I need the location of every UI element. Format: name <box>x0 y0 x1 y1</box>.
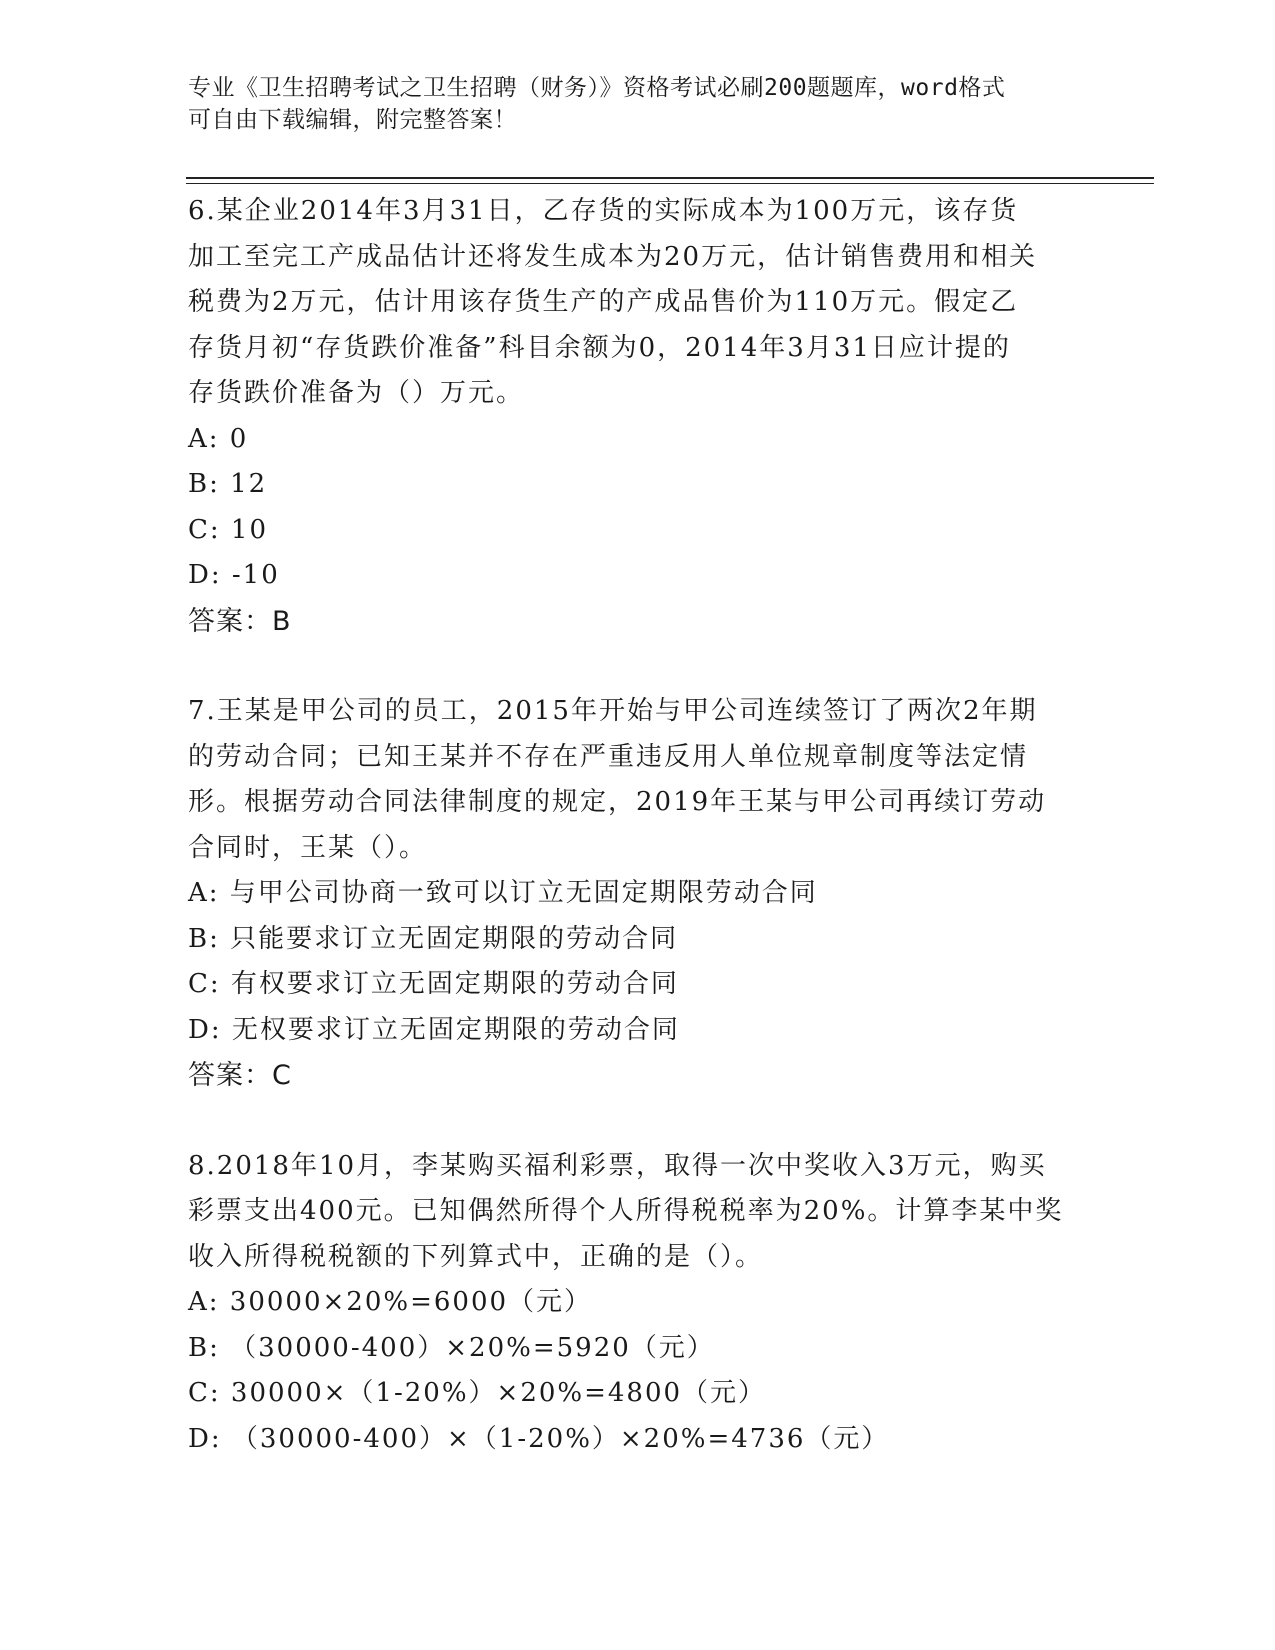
option-d: D: -10 <box>188 560 280 590</box>
question-stem-line: 6.某企业2014年3月31日，乙存货的实际成本为100万元，该存货 <box>188 196 1019 226</box>
document-header <box>188 72 1068 136</box>
question-stem-line: 收入所得税税额的下列算式中，正确的是（）。 <box>188 1241 764 1272</box>
question-stem-line: 存货跌价准备为（）万元。 <box>188 378 525 408</box>
question-stem-line: 8.2018年10月，李某购买福利彩票，取得一次中奖收入3万元，购买 <box>188 1150 1047 1181</box>
question-stem-line: 的劳动合同；已知王某并不存在严重违反用人单位规章制度等法定情 <box>188 741 1029 772</box>
option-c: C: 30000×（1-20%）×20%=4800（元） <box>188 1378 767 1408</box>
question-stem-line: 形。根据劳动合同法律制度的规定，2019年王某与甲公司再续订劳动 <box>188 787 1047 817</box>
option-b: B: 只能要求订立无固定期限的劳动合同 <box>188 923 679 954</box>
option-b: B: （30000-400）×20%=5920（元） <box>188 1332 715 1363</box>
option-c: C: 10 <box>188 514 269 545</box>
question-6 <box>188 189 1088 644</box>
option-d: D: 无权要求订立无固定期限的劳动合同 <box>188 1014 680 1045</box>
spacer <box>188 1099 1088 1144</box>
question-8 <box>188 1144 1088 1463</box>
header-line-2: 可自由下载编辑，附完整答案！ <box>188 107 517 133</box>
question-stem-line: 税费为2万元，估计用该存货生产的产成品售价为110万元。假定乙 <box>188 287 1019 317</box>
spacer <box>188 644 1088 689</box>
question-list <box>188 189 1088 1462</box>
option-c: C: 有权要求订立无固定期限的劳动合同 <box>188 969 679 999</box>
header-line-1: 专业《卫生招聘考试之卫生招聘（财务）》资格考试必刷200题题库，word格式 <box>188 75 1006 101</box>
question-stem-line: 加工至完工产成品估计还将发生成本为20万元，估计销售费用和相关 <box>188 241 1038 272</box>
answer-line: 答案：C <box>188 1060 292 1091</box>
option-a: A: 30000×20%=6000（元） <box>188 1287 593 1317</box>
question-stem-line: 存货月初“存货跌价准备”科目余额为0，2014年3月31日应计提的 <box>188 332 1011 363</box>
header-divider-thick <box>186 177 1154 179</box>
option-a: A: 与甲公司协商一致可以订立无固定期限劳动合同 <box>188 878 818 908</box>
option-b: B: 12 <box>188 469 268 499</box>
answer-line: 答案：B <box>188 605 292 637</box>
header-divider-thin <box>186 183 1154 184</box>
question-stem-line: 合同时，王某（）。 <box>188 832 428 863</box>
question-stem-line: 彩票支出400元。已知偶然所得个人所得税税率为20%。计算李某中奖 <box>188 1196 1064 1226</box>
question-stem-line: 7.王某是甲公司的员工，2015年开始与甲公司连续签订了两次2年期 <box>188 696 1038 726</box>
question-7 <box>188 689 1088 1099</box>
option-d: D: （30000-400）×（1-20%）×20%=4736（元） <box>188 1423 890 1454</box>
option-a: A: 0 <box>188 423 249 454</box>
